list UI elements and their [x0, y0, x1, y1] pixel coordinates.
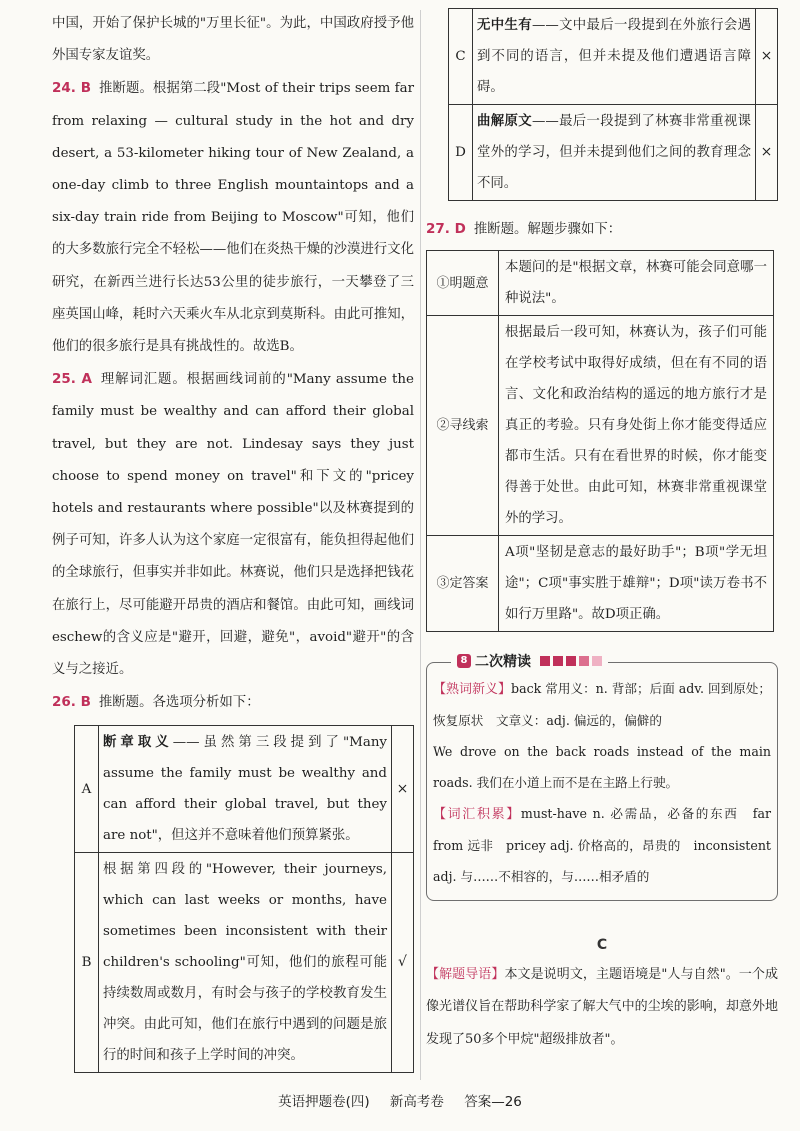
- option-error-type: 曲解原文: [477, 113, 532, 129]
- table-row: [449, 9, 778, 105]
- table-row: [427, 536, 774, 632]
- section-c-intro: [426, 959, 778, 1056]
- exam-name: 英语押题卷(四): [278, 1094, 370, 1110]
- page-footer: [0, 1090, 800, 1110]
- table-row: [75, 726, 414, 853]
- q26-options-table-right: [448, 8, 778, 201]
- step-content: 本题问的是"根据文章，林赛可能会同意哪一种说法"。: [499, 251, 774, 316]
- q26-number: 26. B: [52, 694, 91, 711]
- new-meaning-text: back 常用义：n. 背部；后面 adv. 回到原处；恢复原状 文章义：adj. 偏远的，偏僻的: [433, 681, 771, 729]
- step-label: ③定答案: [427, 536, 499, 632]
- option-analysis-text: ——虽然第三段提到了"Many assume the family must be wealthy and can afford their global travel, but they are not"，但这并不意味着他们预算紧张。: [103, 735, 388, 844]
- q27-explanation: 推断题。解题步骤如下：: [473, 222, 622, 237]
- q24-answer: [52, 72, 414, 363]
- intro-paragraph: 中国，开始了保护长城的"万里长征"。为此，中国政府授予他外国专家友谊奖。: [52, 16, 414, 64]
- option-error-type: 无中生有: [477, 17, 532, 33]
- table-row: [75, 853, 414, 1073]
- option-label: B: [75, 853, 99, 1073]
- wrong-mark: ×: [756, 105, 778, 201]
- table-row: [449, 105, 778, 201]
- step-label: ①明题意: [427, 251, 499, 316]
- correct-mark: √: [392, 853, 414, 1073]
- reread-title: 二次精读: [475, 654, 531, 671]
- q26-options-table-left: [74, 725, 414, 1073]
- progress-square-icon: [566, 656, 576, 666]
- option-analysis: [99, 853, 392, 1073]
- wrong-mark: ×: [392, 726, 414, 853]
- q25-answer: [52, 363, 414, 686]
- section-c-heading: C: [596, 937, 608, 954]
- q25-explanation: 理解词汇题。根据画线词前的"Many assume the family must be wealthy and can afford their global travel, but they are not. Lindesay says they just choose to spend money on travel"和下文的"pricey hotels and restaurants where possible"以及林赛提到的例子可知，许多人认为这个家庭一定很富有，能负担得起他们的全球旅行，但事实并非如此。林赛说，他们只是选择把钱花在旅行上，尽可能避开昂贵的酒店和餐馆。由此可知，画线词eschew的含义应是"避开，回避，避免"，avoid"避开"的含义与之接近。: [52, 372, 414, 678]
- option-label: C: [449, 9, 473, 105]
- table-row: [427, 316, 774, 536]
- progress-square-icon: [553, 656, 563, 666]
- page-number: 答案—26: [464, 1094, 522, 1110]
- step-content: A项"坚韧是意志的最好助手"；B项"学无坦途"；C项"事实胜于雄辩"；D项"读万卷书不如行万里路"。故D项正确。: [499, 536, 774, 632]
- table-row: [427, 251, 774, 316]
- example-sentence: We drove on the back roads instead of the main roads. 我们在小道上而不是在主路上行驶。: [433, 744, 771, 791]
- option-analysis-text: ——最后一段提到了林赛非常重视课堂外的学习，但并未提到他们之间的教育理念不同。: [477, 114, 751, 191]
- q25-number: 25. A: [52, 371, 92, 388]
- reread-box: [426, 654, 778, 901]
- wrong-mark: ×: [756, 9, 778, 105]
- progress-square-icon: [540, 656, 550, 666]
- progress-square-icon: [579, 656, 589, 666]
- option-analysis-text: ——文中最后一段提到在外旅行会遇到不同的语言，但并未提及他们遭遇语言障碍。: [477, 18, 751, 95]
- step-label: ②寻线索: [427, 316, 499, 536]
- q24-explanation: 推断题。根据第二段"Most of their trips seem far from relaxing — cultural study in the hot and dry desert, a 53-kilometer hiking tour of New Zealand, a one-day climb to three English mountaintops and a six-day train ride from Beijing to Moscow"可知，他们的大多数旅行完全不轻松——他们在炎热干燥的沙漠进行文化研究，在新西兰进行长达53公里的徒步旅行，一天攀登了三座英国山峰，耗时六天乘火车从北京到莫斯科。由此可推知，他们的很多旅行是具有挑战性的。故选B。: [52, 81, 414, 355]
- option-analysis: [473, 9, 756, 105]
- step-content: 根据最后一段可知，林赛认为，孩子们可能在学校考试中取得好成绩，但在有不同的语言、文化和政治结构的遥远的地方旅行才是真正的考验。只有身处街上你才能变得适应都市生活。只有在看世界的时候，你才能变得善于处世。由此可知，林赛非常重视课堂外的学习。: [499, 316, 774, 536]
- progress-square-icon: [592, 656, 602, 666]
- option-analysis-text: 根据第四段的"However, their journeys, which can last weeks or months, have sometimes been inconsistent with their children's schooling"可知，他们的旅程可能持续数周或数月，有时会与孩子的学校教育发生冲突。由此可知，他们在旅行中遇到的问题是旅行的时间和孩子上学时间的冲突。: [103, 862, 387, 1064]
- column-divider: [420, 10, 421, 1080]
- q26-explanation: 推断题。各选项分析如下：: [98, 695, 260, 711]
- reread-title-bar: [451, 651, 608, 671]
- q24-number: 24. B: [52, 80, 91, 97]
- guide-tag: 【解题导语】: [426, 967, 505, 983]
- option-analysis: [473, 105, 756, 201]
- vocabulary-tag: 【词汇积累】: [433, 807, 521, 823]
- new-meaning-tag: 【熟词新义】: [433, 682, 512, 698]
- left-column: [52, 8, 414, 1073]
- q27-number: 27. D: [426, 221, 466, 237]
- vocabulary-note: [433, 798, 771, 892]
- option-label: A: [75, 726, 99, 853]
- option-label: D: [449, 105, 473, 201]
- q27-steps-table: [426, 250, 774, 632]
- new-meaning-note: [433, 673, 771, 736]
- reread-badge-icon: 8: [457, 654, 471, 668]
- q27-answer: [426, 213, 778, 246]
- right-column: [426, 8, 778, 1056]
- exam-series: 新高考卷: [389, 1094, 444, 1110]
- guide-text: 本文是说明文，主题语境是"人与自然"。一个成像光谱仪旨在帮助科学家了解大气中的尘埃的影响，却意外地发现了50多个甲烷"超级排放者"。: [426, 967, 778, 1047]
- vocabulary-text: must-have n. 必需品，必备的东西 far from 远非 pricey adj. 价格高的，昂贵的 inconsistent adj. 与……不相容的，与……相矛盾的: [433, 806, 771, 885]
- option-error-type: 断章取义: [103, 734, 173, 751]
- option-analysis: [99, 726, 392, 853]
- q26-answer: [52, 686, 414, 719]
